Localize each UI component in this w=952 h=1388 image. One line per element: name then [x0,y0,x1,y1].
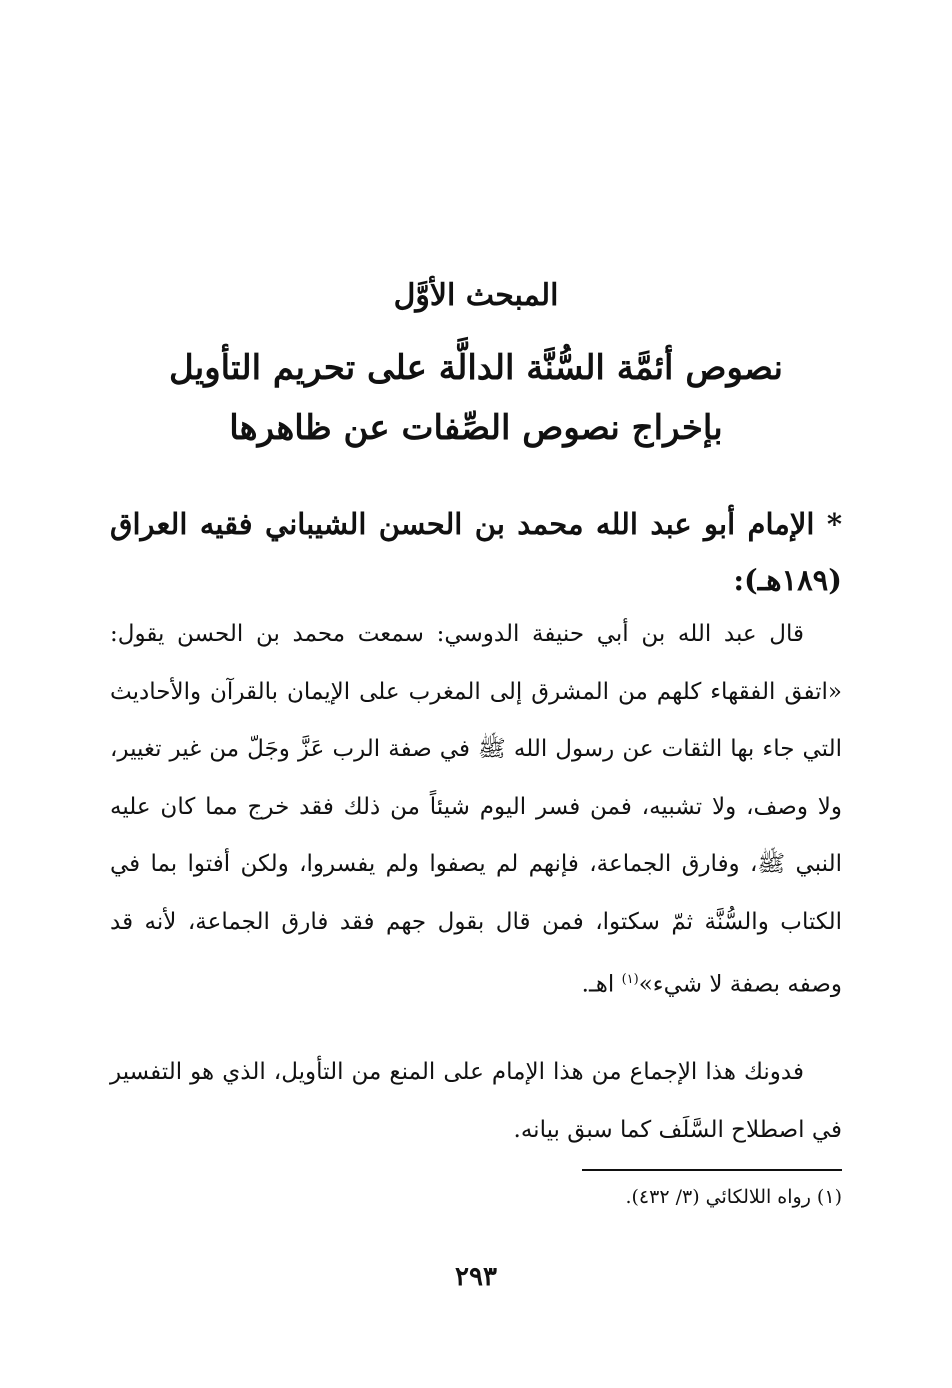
footnote: (١) رواه اللالكائي (٣/ ٤٣٢). [625,1186,842,1208]
quote-text: قال عبد الله بن أبي حنيفة الدوسي: سمعت محمد بن الحسن يقول: «اتفق الفقهاء كلهم من المشرق إلى المغرب على الإيمان بالقرآن والأحاديث التي جاء بها الثقات عن رسول الله ﷺ في صفة الرب عَزَّ وجَلّ من غير تغيير، ولا وصف، ولا تشبيه، فمن فسر اليوم شيئاً من ذلك فقد خرج مما كان عليه النبي ﷺ، وفارق الجماعة، فإنهم لم يصفوا ولم يفسروا، ولكن أفتوا بما في الكتاب والسُّنَّة ثمّ سكتوا، فمن قال بقول جهم فقد فارق الجماعة، لأنه قد وصفه بصفة لا شيء» [110,621,842,998]
chapter-title-line-2: بإخراج نصوص الصِّفات عن ظاهرها [229,408,723,448]
commentary-paragraph [110,1044,842,1159]
footnote-reference: (١) [621,972,639,987]
section-heading: المبحث الأوَّل [393,278,559,313]
page-number: ٢٩٣ [455,1262,497,1292]
quote-ending: اهـ. [581,971,622,998]
imam-heading: * الإمام أبو عبد الله محمد بن الحسن الشيباني فقيه العراق (١٨٩هـ): [110,507,842,597]
chapter-title-line-1: نصوص أئمَّة السُّنَّة الدالَّة على تحريم التأويل [169,348,783,388]
quote-paragraph [110,606,842,1014]
footnote-divider [582,1169,842,1171]
commentary-text: فدونك هذا الإجماع من هذا الإمام على المنع من التأويل، الذي هو التفسير في اصطلاح السَّلَف كما سبق بيانه. [110,1059,842,1143]
